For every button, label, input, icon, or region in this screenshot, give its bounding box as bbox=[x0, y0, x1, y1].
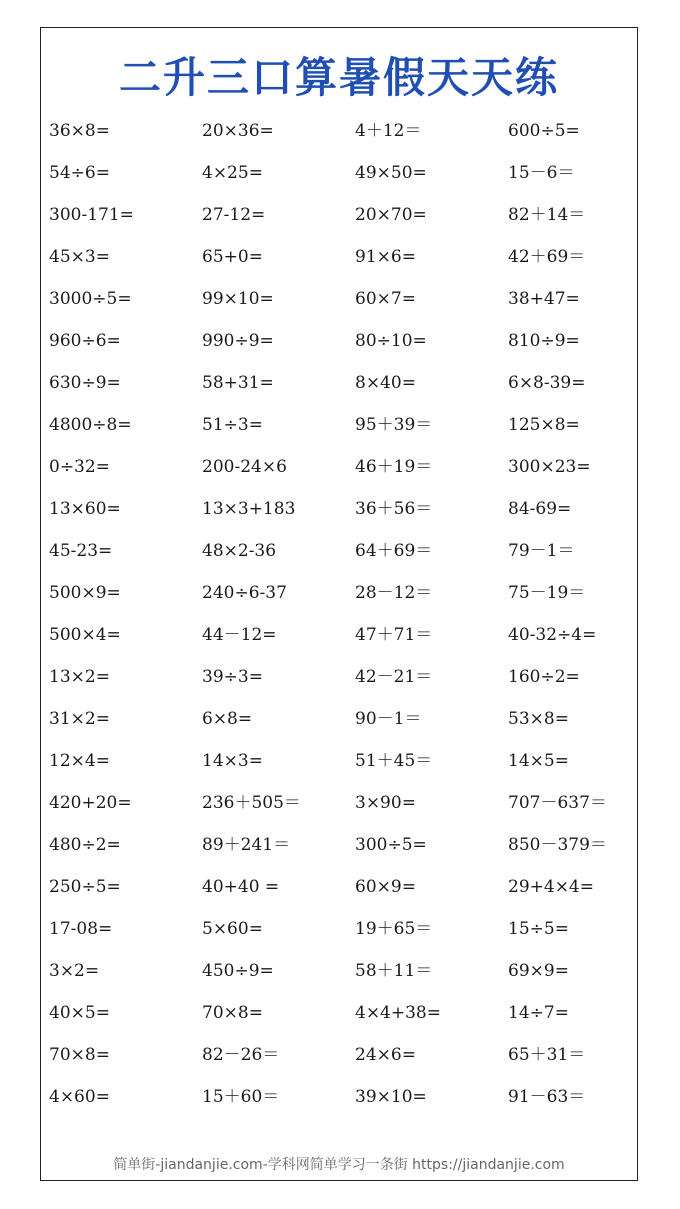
problem-cell: 31×2= bbox=[49, 709, 110, 729]
problem-cell: 300÷5= bbox=[355, 835, 427, 855]
problem-cell: 53×8= bbox=[508, 709, 569, 729]
problem-cell: 45-23= bbox=[49, 541, 113, 561]
problem-cell: 42－21＝ bbox=[355, 667, 433, 687]
problem-cell: 79－1＝ bbox=[508, 541, 575, 561]
problem-cell: 75－19＝ bbox=[508, 583, 586, 603]
problem-cell: 4＋12＝ bbox=[355, 121, 422, 141]
problem-cell: 500×9= bbox=[49, 583, 121, 603]
problem-cell: 4×60= bbox=[49, 1087, 110, 1107]
problem-cell: 4×4+38= bbox=[355, 1003, 441, 1023]
problem-cell: 200-24×6 bbox=[202, 457, 287, 477]
problem-cell: 38+47= bbox=[508, 289, 580, 309]
problem-cell: 20×70= bbox=[355, 205, 427, 225]
problem-cell: 6×8= bbox=[202, 709, 253, 729]
problem-cell: 49×50= bbox=[355, 163, 427, 183]
problem-cell: 12×4= bbox=[49, 751, 110, 771]
problem-cell: 19＋65＝ bbox=[355, 919, 433, 939]
problem-cell: 8×40= bbox=[355, 373, 416, 393]
problem-cell: 4×25= bbox=[202, 163, 263, 183]
problem-cell: 810÷9= bbox=[508, 331, 580, 351]
problem-cell: 990÷9= bbox=[202, 331, 274, 351]
problem-cell: 250÷5= bbox=[49, 877, 121, 897]
problem-cell: 850－379＝ bbox=[508, 835, 607, 855]
problem-cell: 240÷6-37 bbox=[202, 583, 287, 603]
problem-cell: 58＋11＝ bbox=[355, 961, 433, 981]
problem-cell: 40-32÷4= bbox=[508, 625, 597, 645]
problem-cell: 3×2= bbox=[49, 961, 100, 981]
problem-cell: 45×3= bbox=[49, 247, 110, 267]
problem-cell: 125×8= bbox=[508, 415, 580, 435]
problem-cell: 15＋60＝ bbox=[202, 1087, 280, 1107]
problem-cell: 5×60= bbox=[202, 919, 263, 939]
problem-cell: 630÷9= bbox=[49, 373, 121, 393]
problem-cell: 40×5= bbox=[49, 1003, 110, 1023]
problem-grid bbox=[49, 110, 637, 1118]
problem-cell: 99×10= bbox=[202, 289, 274, 309]
problem-cell: 91×6= bbox=[355, 247, 416, 267]
problem-cell: 60×9= bbox=[355, 877, 416, 897]
problem-cell: 24×6= bbox=[355, 1045, 416, 1065]
problem-cell: 14×3= bbox=[202, 751, 263, 771]
problem-cell: 28－12＝ bbox=[355, 583, 433, 603]
worksheet bbox=[40, 27, 638, 1181]
problem-cell: 91－63＝ bbox=[508, 1087, 586, 1107]
problem-cell: 14÷7= bbox=[508, 1003, 569, 1023]
problem-cell: 47＋71＝ bbox=[355, 625, 433, 645]
problem-cell: 60×7= bbox=[355, 289, 416, 309]
problem-cell: 0÷32= bbox=[49, 457, 110, 477]
problem-cell: 70×8= bbox=[49, 1045, 110, 1065]
problem-cell: 707－637＝ bbox=[508, 793, 607, 813]
problem-cell: 42＋69＝ bbox=[508, 247, 586, 267]
problem-cell: 48×2-36 bbox=[202, 541, 277, 561]
problem-cell: 39÷3= bbox=[202, 667, 263, 687]
problem-cell: 480÷2= bbox=[49, 835, 121, 855]
problem-cell: 65+0= bbox=[202, 247, 263, 267]
problem-cell: 6×8-39= bbox=[508, 373, 586, 393]
problem-cell: 13×3+183 bbox=[202, 499, 296, 519]
problem-cell: 15－6＝ bbox=[508, 163, 575, 183]
problem-cell: 46＋19＝ bbox=[355, 457, 433, 477]
page-title: 二升三口算暑假天天练 bbox=[118, 53, 559, 102]
problem-cell: 300-171= bbox=[49, 205, 134, 225]
problem-cell: 17-08= bbox=[49, 919, 113, 939]
problem-cell: 450÷9= bbox=[202, 961, 274, 981]
problem-cell: 84-69= bbox=[508, 499, 572, 519]
problem-cell: 600÷5= bbox=[508, 121, 580, 141]
problem-cell: 13×60= bbox=[49, 499, 121, 519]
problem-cell: 80÷10= bbox=[355, 331, 427, 351]
problem-cell: 300×23= bbox=[508, 457, 591, 477]
problem-cell: 40+40 = bbox=[202, 877, 280, 897]
footer-text: 简单街-jiandanjie.com-学科网简单学习一条街 https://jiandanjie.com bbox=[113, 1157, 565, 1173]
problem-cell: 82－26＝ bbox=[202, 1045, 280, 1065]
problem-cell: 82＋14＝ bbox=[508, 205, 586, 225]
problem-cell: 39×10= bbox=[355, 1087, 427, 1107]
problem-cell: 4800÷8= bbox=[49, 415, 132, 435]
problem-cell: 420+20= bbox=[49, 793, 132, 813]
problem-cell: 960÷6= bbox=[49, 331, 121, 351]
problem-cell: 3×90= bbox=[355, 793, 416, 813]
problem-cell: 65＋31＝ bbox=[508, 1045, 586, 1065]
problem-cell: 160÷2= bbox=[508, 667, 580, 687]
problem-cell: 90－1＝ bbox=[355, 709, 422, 729]
problem-cell: 70×8= bbox=[202, 1003, 263, 1023]
problem-cell: 36×8= bbox=[49, 121, 110, 141]
problem-cell: 15÷5= bbox=[508, 919, 569, 939]
problem-cell: 44－12= bbox=[202, 625, 277, 645]
problem-cell: 54÷6= bbox=[49, 163, 110, 183]
problem-cell: 58+31= bbox=[202, 373, 274, 393]
problem-cell: 51＋45＝ bbox=[355, 751, 433, 771]
problem-cell: 20×36= bbox=[202, 121, 274, 141]
problem-cell: 64＋69＝ bbox=[355, 541, 433, 561]
problem-cell: 69×9= bbox=[508, 961, 569, 981]
problem-cell: 236＋505＝ bbox=[202, 793, 301, 813]
problem-cell: 27-12= bbox=[202, 205, 266, 225]
problem-cell: 29+4×4= bbox=[508, 877, 594, 897]
problem-cell: 51÷3= bbox=[202, 415, 263, 435]
problem-cell: 500×4= bbox=[49, 625, 121, 645]
problem-cell: 3000÷5= bbox=[49, 289, 132, 309]
problem-cell: 13×2= bbox=[49, 667, 110, 687]
problem-cell: 89＋241＝ bbox=[202, 835, 291, 855]
problem-cell: 36＋56＝ bbox=[355, 499, 433, 519]
problem-cell: 14×5= bbox=[508, 751, 569, 771]
problem-cell: 95＋39＝ bbox=[355, 415, 433, 435]
